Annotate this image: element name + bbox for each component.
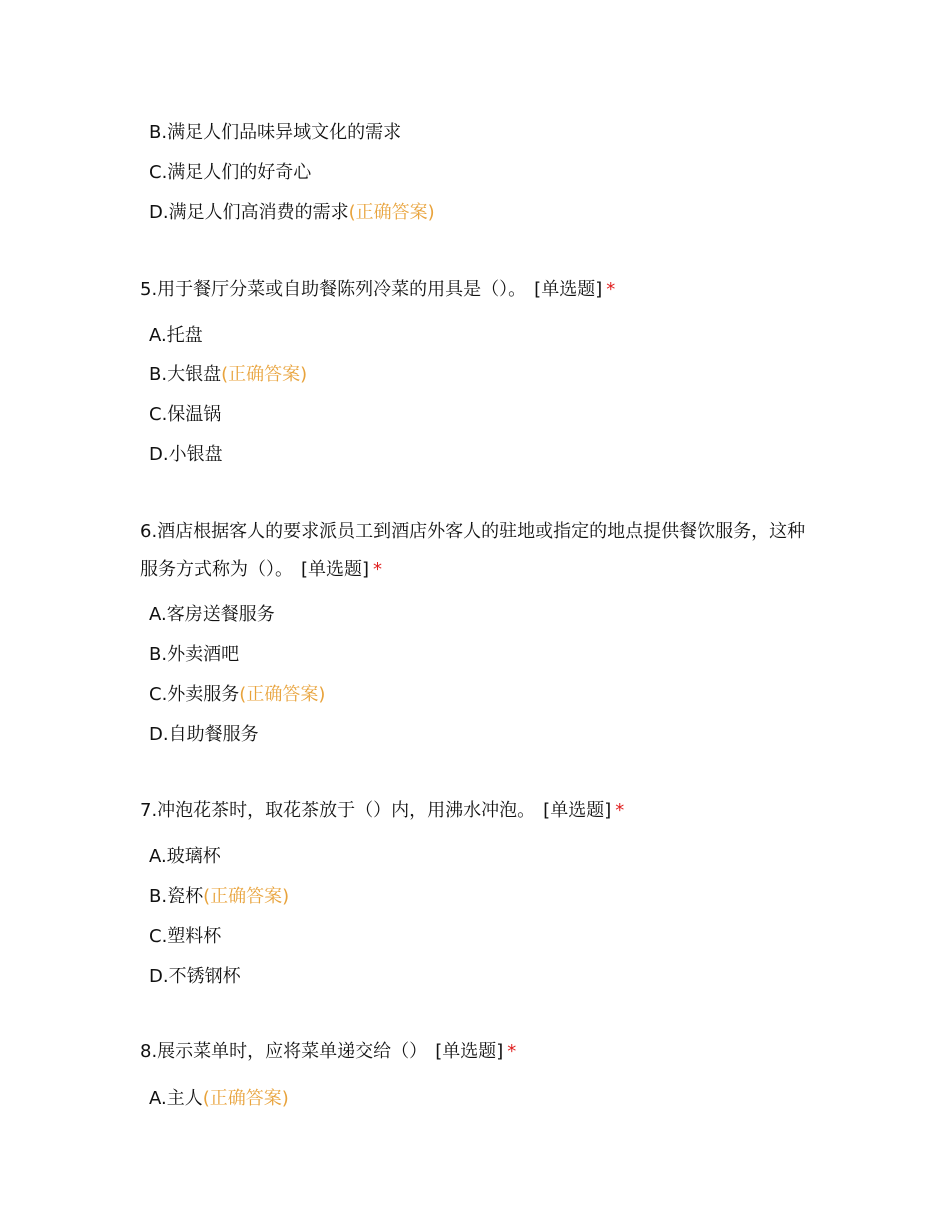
required-asterisk: *	[606, 279, 616, 300]
option-6b	[149, 643, 239, 667]
question-type: [单选题]	[534, 279, 603, 300]
option-text: B.大银盘	[149, 364, 222, 385]
required-asterisk: *	[615, 800, 625, 821]
option-text: A.客房送餐服务	[149, 604, 275, 625]
option-5b	[149, 363, 307, 387]
option-text: D.不锈钢杯	[149, 966, 241, 987]
option-text: A.玻璃杯	[149, 846, 221, 867]
option-6d	[149, 723, 259, 747]
option-text: A.托盘	[149, 325, 203, 346]
question-stem	[140, 271, 820, 309]
correct-answer-mark: (正确答案)	[203, 886, 290, 907]
option-text: B.外卖酒吧	[149, 644, 240, 665]
option-4b	[149, 121, 401, 145]
question-stem	[140, 513, 820, 589]
option-text: A.主人	[149, 1088, 203, 1109]
option-5c	[149, 403, 221, 427]
option-5d	[149, 443, 223, 467]
correct-answer-mark: (正确答案)	[221, 364, 308, 385]
option-text: B.满足人们品味异域文化的需求	[149, 122, 402, 143]
option-text: C.满足人们的好奇心	[149, 162, 312, 183]
question-text: 7.冲泡花茶时，取花茶放于（）内，用沸水冲泡。	[140, 800, 536, 821]
question-type: [单选题]	[301, 559, 370, 580]
option-6c	[149, 683, 325, 707]
option-7d	[149, 965, 241, 989]
required-asterisk: *	[373, 559, 383, 580]
question-type: [单选题]	[543, 800, 612, 821]
option-4d	[149, 201, 435, 225]
option-text: B.瓷杯	[149, 886, 204, 907]
correct-answer-mark: (正确答案)	[348, 202, 435, 223]
option-text: D.小银盘	[149, 444, 223, 465]
correct-answer-mark: (正确答案)	[202, 1088, 289, 1109]
question-type: [单选题]	[435, 1041, 504, 1062]
option-7a	[149, 845, 221, 869]
option-text: C.塑料杯	[149, 926, 222, 947]
correct-answer-mark: (正确答案)	[239, 684, 326, 705]
question-text: 8.展示菜单时，应将菜单递交给（）	[140, 1041, 428, 1062]
question-text: 5.用于餐厅分菜或自助餐陈列冷菜的用具是（）。	[140, 279, 527, 300]
option-text: C.外卖服务	[149, 684, 240, 705]
option-8a	[149, 1087, 289, 1111]
required-asterisk: *	[507, 1041, 517, 1062]
question-stem	[140, 792, 820, 830]
option-text: C.保温锅	[149, 404, 222, 425]
option-text: D.自助餐服务	[149, 724, 259, 745]
option-5a	[149, 324, 203, 348]
question-stem	[140, 1033, 820, 1071]
option-6a	[149, 603, 275, 627]
option-7b	[149, 885, 289, 909]
option-4c	[149, 161, 311, 185]
option-7c	[149, 925, 221, 949]
question-text: 6.酒店根据客人的要求派员工到酒店外客人的驻地或指定的地点提供餐饮服务，这种服务方式称为（）。	[140, 521, 806, 580]
option-text: D.满足人们高消费的需求	[149, 202, 349, 223]
